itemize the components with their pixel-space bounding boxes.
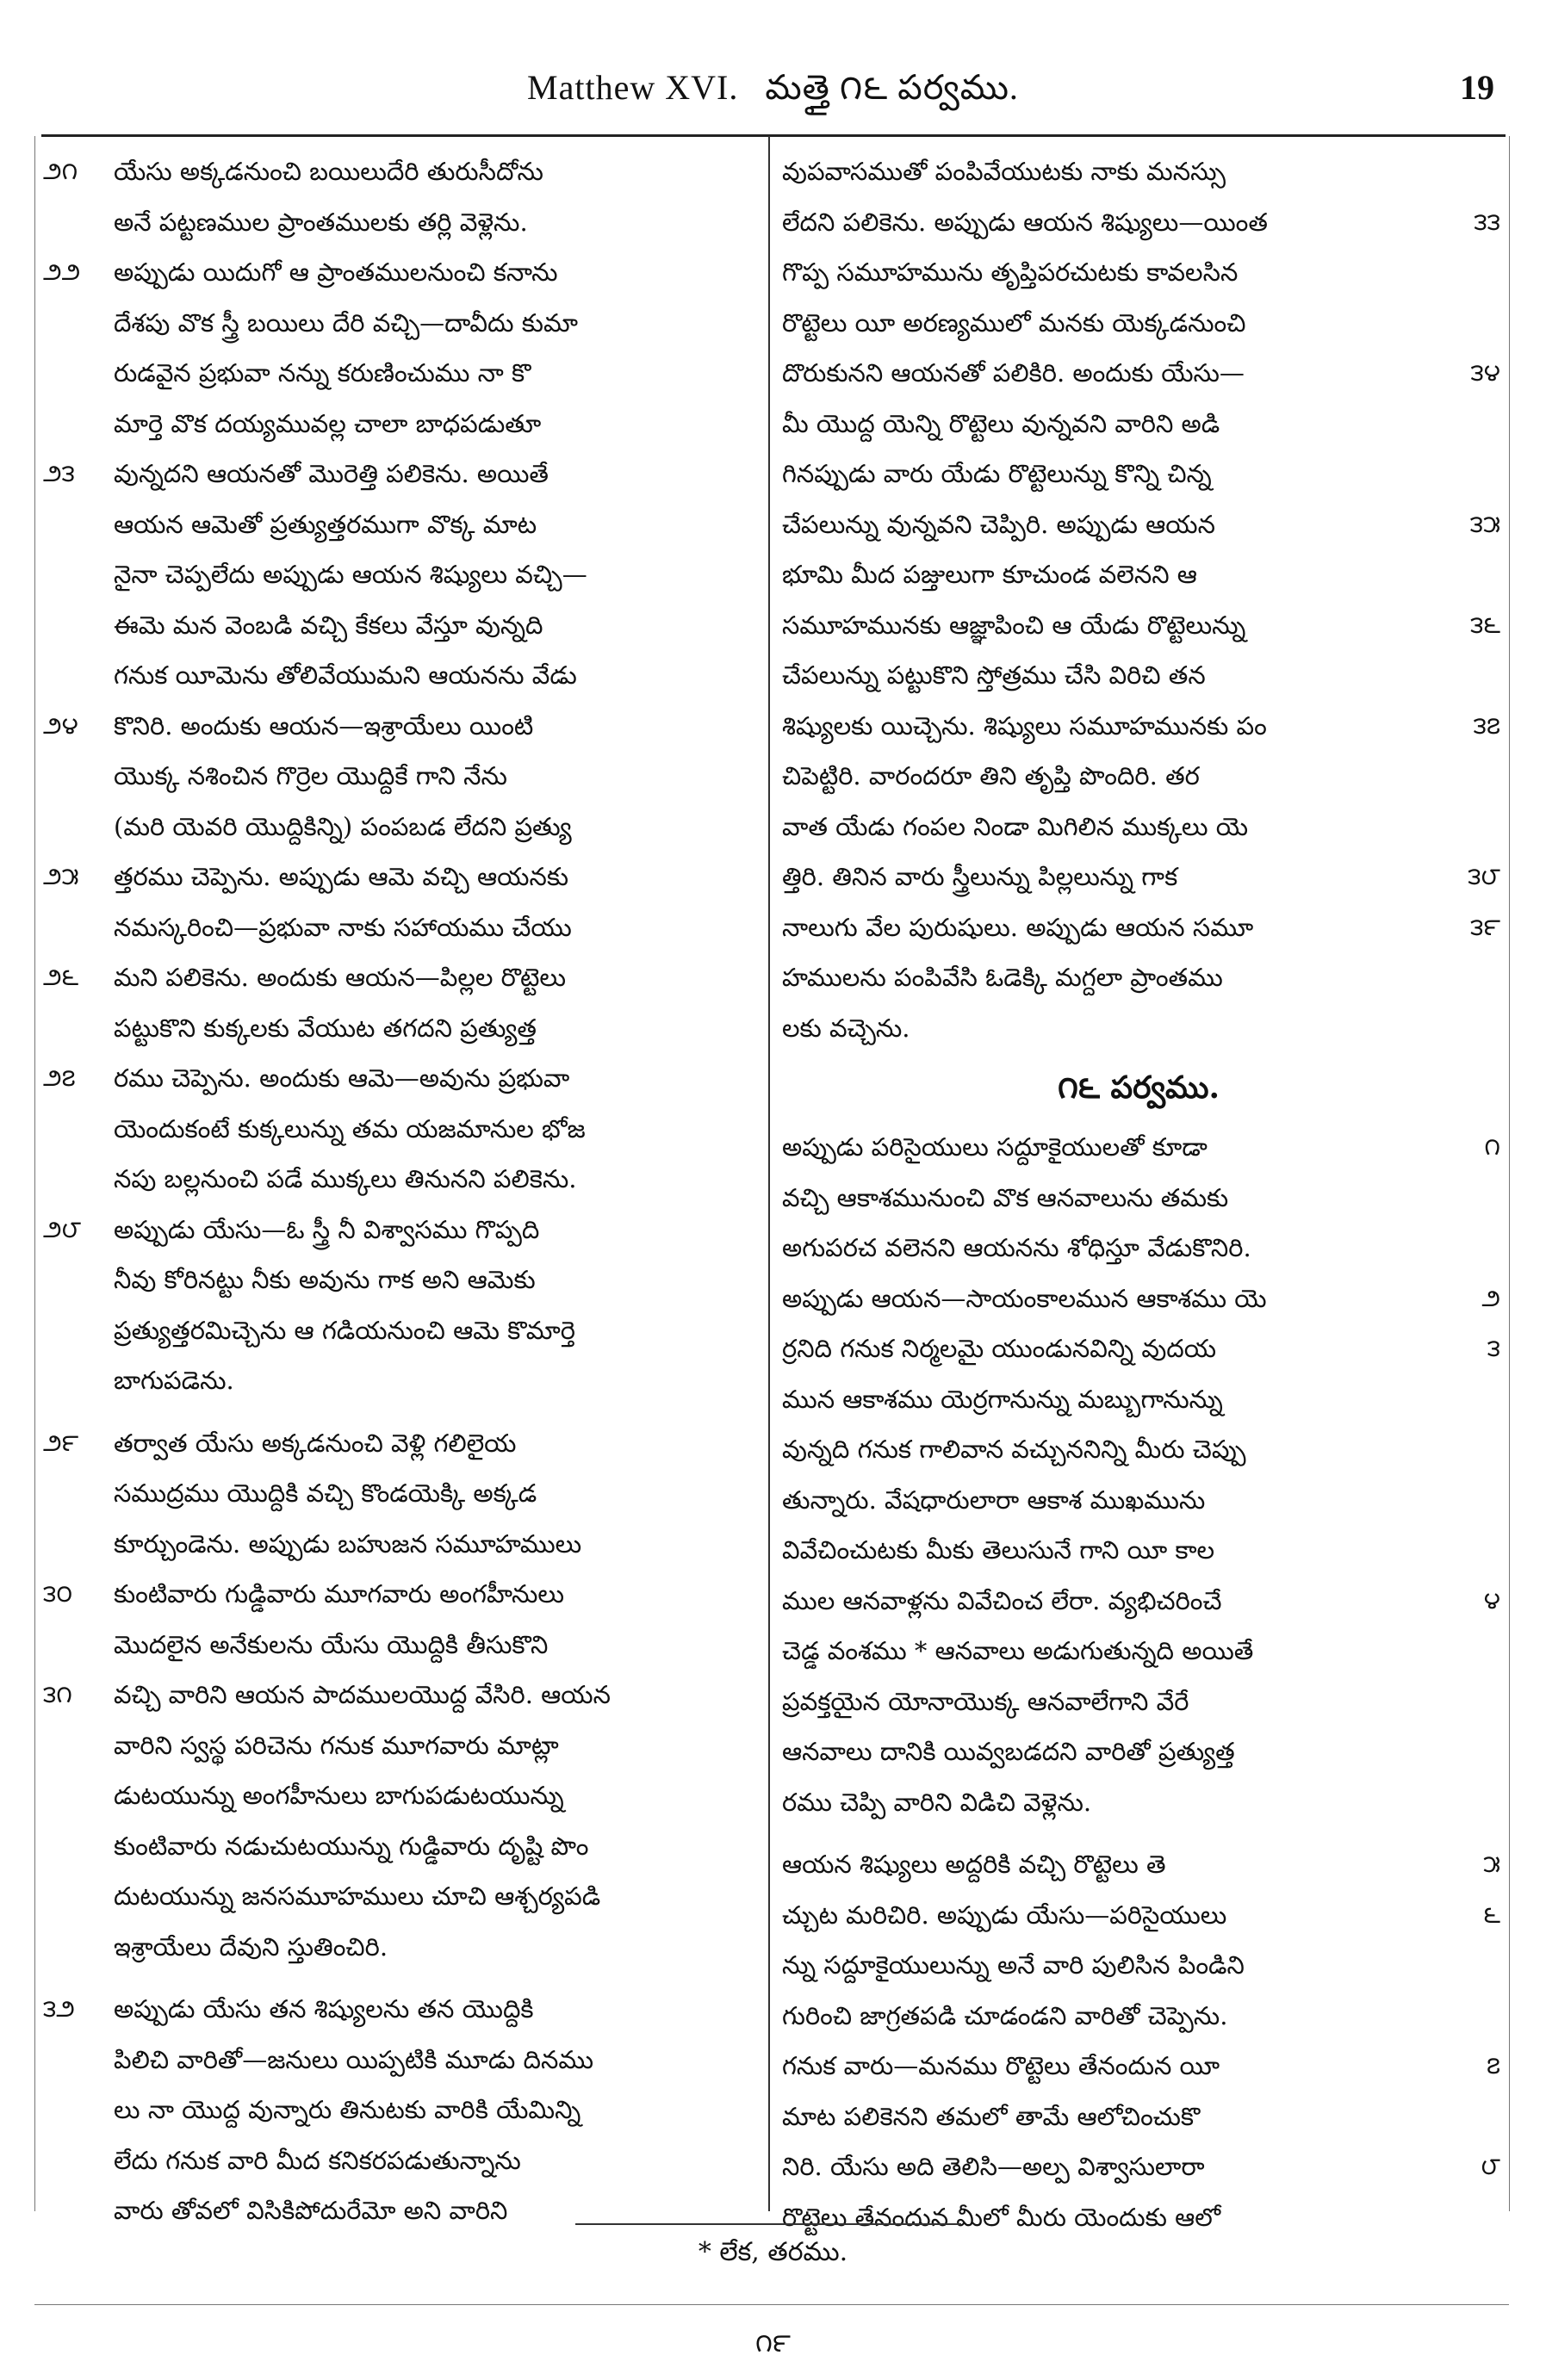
text-line (777, 1323, 1500, 1374)
text-line (777, 1726, 1500, 1777)
line-text: మొదలైన అనేకులను యేసు యొద్దికి తీసుకొని (114, 1629, 549, 1659)
line-text: రము చెప్పి వారిని విడిచి వెళ్లెను. (782, 1787, 1092, 1817)
line-text: సముద్రము యొద్దికి వచ్చి కొండయెక్కి అక్కడ (114, 1478, 537, 1508)
verse-number: ౨౬ (43, 963, 79, 991)
line-text: సమూహమునకు ఆజ్ఞాపించి ఆ యేడు రొట్టెలున్ను (782, 610, 1246, 640)
line-text: త్తిరి. తినిన వారు స్త్రీలున్ను పిల్లలున్ను గాక (782, 862, 1178, 891)
text-line (43, 1104, 765, 1155)
line-text: మీ యొద్ద యెన్ని రొట్టెలు వున్నవని వారిని అడి (782, 408, 1220, 438)
page-number: 19 (1460, 68, 1494, 107)
text-line (777, 1424, 1500, 1475)
right-column (777, 146, 1500, 2232)
text-line (43, 802, 765, 852)
text-line (777, 701, 1500, 752)
text-line (777, 1173, 1500, 1224)
text-line (43, 1984, 765, 2035)
line-text: వచ్చి వారిని ఆయన పాదములయొద్ద వేసిరి. ఆయన (114, 1680, 611, 1709)
text-line (43, 1205, 765, 1255)
line-text: గనుక యీమెను తోలివేయుమని ఆయనను వేడు (114, 660, 577, 690)
line-text: అప్పుడు యిదుగో ఆ ప్రాంతములనుంచి కనాను (114, 257, 558, 287)
text-line (43, 399, 765, 449)
text-line (777, 197, 1500, 248)
line-text: రొట్టెలు తేనందున మీలో మీరు యెందుకు ఆలో (782, 2202, 1221, 2232)
text-line (43, 1255, 765, 1305)
text-line (777, 952, 1500, 1003)
line-text: మార్తె వొక దయ్యమువల్ల చాలా బాధపడుతూ (114, 408, 542, 438)
text-line (43, 902, 765, 953)
line-text: అగుపరచ వలెనని ఆయనను శోధిస్తూ వేడుకొనిరి. (782, 1233, 1251, 1262)
text-line (777, 348, 1500, 399)
line-text: దొరుకునని ఆయనతో పలికిరి. అందుకు యేసు— (782, 358, 1245, 387)
text-line (43, 1053, 765, 1104)
line-text: ర్రనిది గనుక నిర్మలమై యుండునవిన్ని వుదయ (782, 1334, 1217, 1363)
running-title-telugu: మత్తై ౧౬ పర్వము. (765, 68, 1019, 107)
line-text: కుంటివారు నడుచుటయున్ను గుడ్డివారు దృష్టి పొం (114, 1831, 589, 1861)
line-text: యేసు అక్కడనుంచి బయిలుదేరి తురుసీదోను (114, 157, 543, 186)
line-text: గురించి జాగ్రతపడి చూడండని వారితో చెప్పెను. (782, 2000, 1228, 2030)
line-text: ఈమె మన వెంబడి వచ్చి కేకలు వేస్తూ వున్నది (114, 610, 543, 640)
text-line (777, 449, 1500, 499)
line-text: ఆయన శిష్యులు అద్దరికి వచ్చి రొట్టెలు తె (782, 1850, 1166, 1879)
text-line (43, 1770, 765, 1821)
verse-number: ౨౩ (43, 459, 75, 487)
line-text: యెందుకంటే కుక్కలున్ను తమ యజమానుల భోజ (114, 1113, 586, 1144)
text-line (43, 449, 765, 499)
chapter-heading: ౧౬ పర్వము. (1057, 1069, 1220, 1106)
verse-number: ౨౧ (43, 157, 78, 185)
verse-number: ౩౭ (1473, 710, 1500, 740)
line-text: గినప్పుడు వారు యేడు రొట్టెలున్ను కొన్ని చిన్న (782, 459, 1212, 488)
text-line (777, 247, 1500, 298)
text-line (43, 1468, 765, 1519)
text-line (777, 1839, 1500, 1890)
line-text: (మరి యెవరి యొద్దికిన్ని) పంపబడ లేదని ప్రత్యు (114, 811, 572, 841)
verse-number: ౨౪ (43, 710, 78, 740)
right-border (1509, 136, 1510, 2211)
line-text: భూమి మీద పజ్తులుగా కూచుండ వలెనని ఆ (782, 560, 1197, 589)
text-line (777, 2192, 1500, 2243)
text-line (777, 2141, 1500, 2192)
line-text: కూర్చుండెను. అప్పుడు బహుజన సమూహములు (114, 1528, 582, 1559)
text-line (43, 298, 765, 349)
line-text: రుడవైన ప్రభువా నన్ను కరుణించుము నా కొ (114, 358, 531, 387)
line-text: ఆయన ఆమెతో ప్రత్యుత్తరముగా వొక్క మాట (114, 509, 537, 539)
text-line (43, 1922, 765, 1973)
line-text: నమస్కరించి—ప్రభువా నాకు సహాయము చేయు (114, 912, 572, 942)
verse-number: ౪ (1483, 1585, 1500, 1615)
left-column (43, 146, 765, 2225)
text-line (43, 701, 765, 752)
text-line (43, 852, 765, 902)
verse-number: ౨౮ (43, 1214, 82, 1243)
line-text: అప్పుడు పరిసైయులు సద్దూకైయులతో కూడా (782, 1132, 1208, 1162)
text-line (43, 1418, 765, 1469)
line-text: చ్చుట మరిచిరి. అప్పుడు యేసు—పరిసైయులు (782, 1900, 1227, 1930)
line-text: మాట పలికెనని తమలో తామే ఆలోచించుకొ (782, 2101, 1201, 2131)
line-text: ప్రవక్తయైన యోనాయొక్క ఆనవాలేగాని వేరే (782, 1686, 1189, 1716)
line-text: శిష్యులకు యిచ్చెను. శిష్యులు సమూహమునకు పం (782, 710, 1267, 741)
line-text: నిరి. యేసు అది తెలిసి—అల్ప విశ్వాసులారా (782, 2152, 1205, 2181)
line-text: డుటయున్ను అంగహీనులు బాగుపడుటయున్ను (114, 1781, 564, 1810)
text-line (777, 1991, 1500, 2042)
text-line (777, 1890, 1500, 1941)
text-line (43, 2035, 765, 2086)
line-text: వున్నది గనుక గాలివాన వచ్చుననిన్ని మీరు చెప్పు (782, 1435, 1246, 1464)
text-line (43, 499, 765, 550)
column-divider (768, 136, 770, 2211)
verse-number: ౩౬ (1470, 610, 1500, 639)
line-text: వాత యేడు గంపల నిండా మిగిలిన ముక్కలు యె (782, 811, 1249, 841)
bottom-rule (34, 2304, 1509, 2305)
line-text: తున్నారు. వేషధారులారా ఆకాశ ముఖమును (782, 1484, 1206, 1515)
line-text: వుపవాసముతో పంపివేయుటకు నాకు మనస్సు (782, 157, 1226, 186)
line-text: న్ను సద్దూకైయులున్ను అనే వారి పులిసిన పిండిని (782, 1950, 1245, 1980)
line-text: అనే పట్టణముల ప్రాంతములకు తర్లి వెళ్లెను. (114, 207, 528, 237)
line-text: మున ఆకాశము యెర్రగానున్ను మబ్బుగానున్ను (782, 1384, 1223, 1414)
verse-number: ౩౮ (1468, 862, 1500, 890)
line-text: కుంటివారు గుడ్డివారు మూగవారు అంగహీనులు (114, 1579, 565, 1608)
line-text: తర్వాత యేసు అక్కడనుంచి వెళ్లి గలిలైయ (114, 1428, 517, 1458)
line-text: లు నా యొద్ద వున్నారు తినుటకు వారికి యేమిన్ని (114, 2095, 581, 2124)
text-line (777, 802, 1500, 852)
line-text: అప్పుడు ఆయన—సాయంకాలమున ఆకాశము యె (782, 1283, 1267, 1313)
verse-number: ౩౩ (1474, 207, 1500, 236)
verse-number: ౩౨ (43, 1994, 75, 2023)
text-line (43, 247, 765, 298)
paragraph-gap (777, 1827, 1500, 1839)
verse-number: ౨౫ (43, 862, 79, 890)
text-line (777, 1626, 1500, 1677)
text-line (43, 600, 765, 651)
footnote-rule (575, 2223, 961, 2225)
text-line (43, 1720, 765, 1771)
line-text: వివేచించుటకు మీకు తెలుసునే గాని యీ కాల (782, 1535, 1215, 1565)
verse-number: ౮ (1481, 2152, 1500, 2180)
line-text: ఆనవాలు దానికి యివ్వబడదని వారితో ప్రత్యుత్త (782, 1737, 1235, 1766)
verse-number: ౩౫ (1469, 509, 1500, 538)
line-text: చెడ్డ వంశము * ఆనవాలు అడుగుతున్నది అయితే (782, 1636, 1254, 1665)
verse-number: ౭ (1486, 2051, 1500, 2079)
text-line (777, 1274, 1500, 1324)
text-line (43, 751, 765, 802)
line-text: బాగుపడెను. (114, 1366, 234, 1395)
verse-number: ౩ (1487, 1334, 1500, 1362)
line-text: లేదని పలికెను. అప్పుడు ఆయన శిష్యులు—యింత (782, 207, 1268, 237)
line-text: పట్టుకొని కుక్కలకు వేయుట తగదని ప్రత్యుత్త (114, 1013, 537, 1043)
text-line (777, 1677, 1500, 1727)
text-line (43, 2135, 765, 2186)
line-text: ముల ఆనవాళ్లను వివేచించ లేరా. వ్యభిచరించే (782, 1585, 1222, 1615)
line-text: గనుక వారు—మనము రొట్టెలు తేనందున యీ (782, 2051, 1220, 2080)
text-line (43, 1871, 765, 1922)
text-line (43, 650, 765, 701)
header-rule (41, 134, 1506, 137)
text-line (777, 298, 1500, 349)
text-line (777, 650, 1500, 701)
text-line (43, 1569, 765, 1620)
line-text: ఇశ్రాయేలు దేవుని స్తుతించిరి. (114, 1931, 388, 1962)
verse-number: ౨౨ (43, 257, 81, 286)
text-line (777, 1940, 1500, 1991)
line-text: వారు తోవలో విసికిపోదురేమో అని వారిని (114, 2196, 508, 2225)
line-text: త్తరము చెప్పెను. అప్పుడు ఆమె వచ్చి ఆయనకు (114, 862, 569, 891)
verse-number: ౬ (1483, 1900, 1500, 1929)
text-line (43, 2185, 765, 2236)
text-line (777, 399, 1500, 449)
text-line (43, 952, 765, 1003)
text-line (43, 348, 765, 399)
line-text: చేపలున్ను పట్టుకొని స్తోత్రము చేసి విరిచి తన (782, 660, 1206, 690)
text-line (777, 1003, 1500, 1054)
text-line (777, 1777, 1500, 1828)
line-text: గొప్ప సమూహమును తృప్తిపరచుటకు కావలసిన (782, 257, 1239, 287)
line-text: నపు బల్లనుంచి పడే ముక్కలు తినునని పలికెను. (114, 1164, 577, 1193)
text-line (43, 197, 765, 248)
line-text: అప్పుడు యేసు తన శిష్యులను తన యొద్దికి (114, 1994, 534, 2024)
verse-number: ౧ (1484, 1132, 1500, 1161)
line-text: రము చెప్పెను. అందుకు ఆమె—అవును ప్రభువా (114, 1063, 570, 1093)
text-line (43, 1670, 765, 1720)
text-line (43, 1003, 765, 1054)
line-text: ప్రత్యుత్తరమిచ్చెను ఆ గడియనుంచి ఆమె కొమార్తె (114, 1315, 575, 1345)
verse-number: ౫ (1483, 1850, 1500, 1878)
text-line (43, 1519, 765, 1570)
text-line (777, 2092, 1500, 2142)
paragraph-gap (43, 1972, 765, 1984)
paragraph-gap (43, 1406, 765, 1418)
line-text: దుటయున్ను జనసమూహములు చూచి ఆశ్చర్యపడి (114, 1881, 601, 1911)
text-line (777, 1223, 1500, 1274)
text-line (43, 1620, 765, 1670)
line-text: యొక్క నశించిన గొర్రెల యొద్దికే గాని నేను (114, 761, 507, 790)
line-text: లేదు గనుక వారి మీద కనికరపడుతున్నాను (114, 2145, 521, 2175)
line-text: వచ్చి ఆకాశమునుంచి వొక ఆనవాలును తమకు (782, 1182, 1229, 1212)
verse-number: ౩౧ (43, 1680, 72, 1708)
line-text: నాలుగు వేల పురుషులు. అప్పుడు ఆయన సమూ (782, 912, 1254, 942)
verse-number: ౨ (1481, 1283, 1500, 1312)
line-text: వారిని స్వస్థ పరిచెను గనుక మూగవారు మాట్లా (114, 1730, 559, 1760)
verse-number: ౩౯ (1470, 912, 1500, 941)
line-text: లకు వచ్చెను. (782, 1013, 910, 1043)
line-text: రొట్టెలు యీ అరణ్యములో మనకు యెక్కడనుంచి (782, 307, 1246, 338)
left-border (34, 136, 35, 2211)
text-line (777, 1374, 1500, 1425)
verse-number: ౨౯ (43, 1428, 79, 1457)
text-line (43, 549, 765, 600)
line-text: వున్నదని ఆయనతో మొరెత్తి పలికెను. అయితే (114, 459, 549, 488)
line-text: పిలిచి వారితో—జనులు యిప్పటికి మూడు దినము (114, 2044, 594, 2074)
footnote: * లేక, తరము. (698, 2237, 848, 2267)
text-line (43, 1355, 765, 1406)
text-line (777, 1576, 1500, 1627)
text-line (777, 1122, 1500, 1173)
text-line (777, 549, 1500, 600)
line-text: దేశపు వొక స్త్రీ బయిలు దేరి వచ్చి—దావీదు కుమా (114, 307, 578, 338)
text-line (777, 600, 1500, 651)
page-header (34, 60, 1512, 124)
line-text: చిపెట్టిరి. వారందరూ తిని తృప్తి పొందిరి. తర (782, 761, 1200, 790)
line-text: అప్పుడు యేసు—ఓ స్త్రీ నీ విశ్వాసము గొప్పది (114, 1214, 540, 1244)
running-title-english: Matthew XVI. (527, 68, 739, 107)
line-text: కొనిరి. అందుకు ఆయన—ఇశ్రాయేలు యింటి (114, 710, 534, 741)
text-line (43, 1305, 765, 1356)
printer-signature: ౧౯ (755, 2328, 791, 2358)
text-line (777, 902, 1500, 953)
line-text: చేపలున్ను వున్నవని చెప్పిరి. అప్పుడు ఆయన (782, 509, 1215, 539)
line-text: నీవు కోరినట్టు నీకు అవును గాక అని ఆమెకు (114, 1265, 536, 1294)
text-line (777, 852, 1500, 902)
text-line (777, 2041, 1500, 2092)
text-line (43, 1821, 765, 1872)
verse-number: ౩౦ (43, 1579, 73, 1608)
line-text: మని పలికెను. అందుకు ఆయన—పిల్లల రొట్టెలు (114, 963, 567, 992)
text-line (43, 146, 765, 197)
text-line (777, 146, 1500, 197)
text-line (43, 2085, 765, 2135)
verse-number: ౩౪ (1470, 358, 1500, 387)
text-line (777, 751, 1500, 802)
text-line (777, 1525, 1500, 1576)
verse-number: ౨౭ (43, 1063, 76, 1092)
text-line (777, 1475, 1500, 1526)
line-text: హములను పంపివేసి ఓడెక్కి మగ్దలా ప్రాంతము (782, 963, 1223, 992)
text-line (777, 499, 1500, 550)
running-title (34, 67, 1512, 116)
text-line (43, 1154, 765, 1205)
line-text: నైనా చెప్పలేదు అప్పుడు ఆయన శిష్యులు వచ్చి— (114, 560, 587, 589)
